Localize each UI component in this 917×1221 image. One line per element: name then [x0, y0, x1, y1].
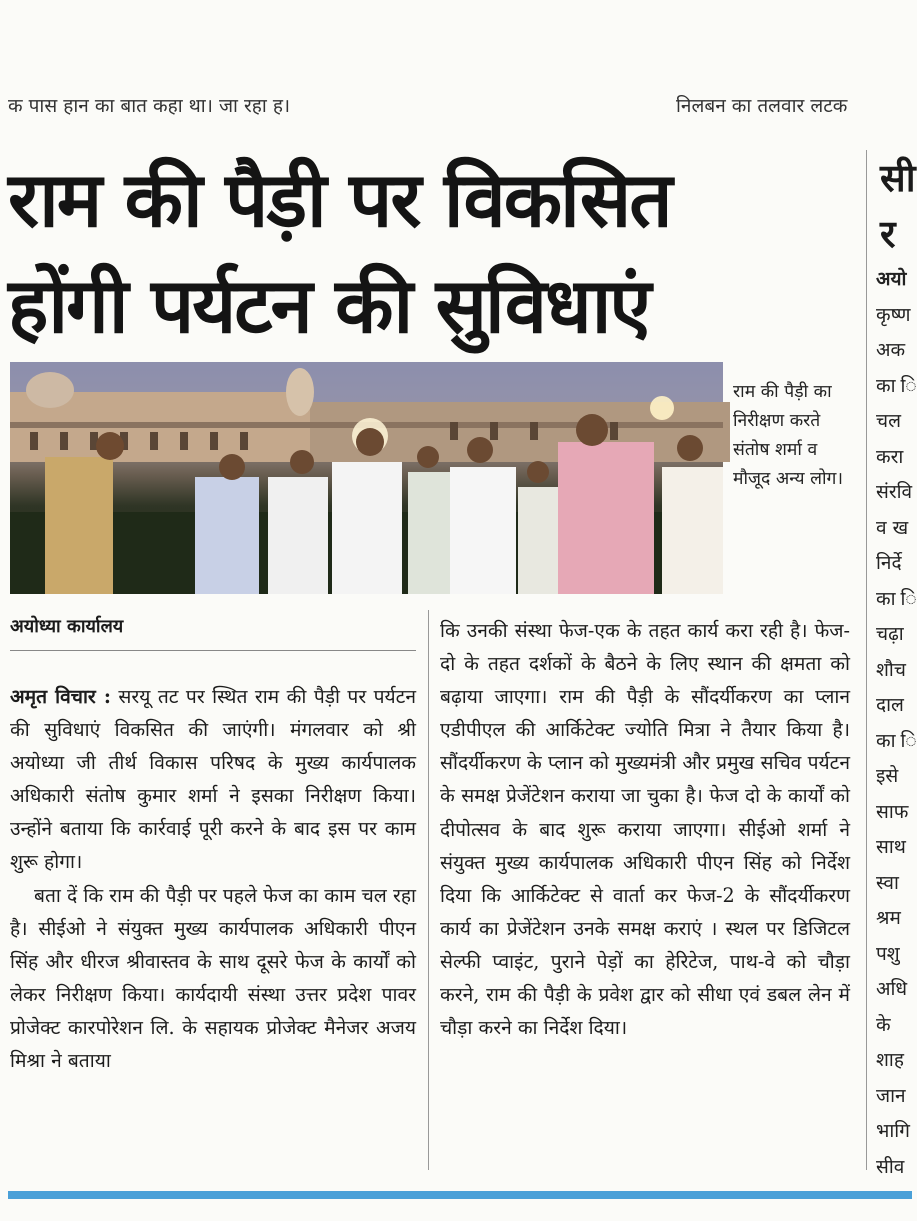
side-line: निर्दे [876, 552, 902, 574]
headline-line-1: राम की पैड़ी पर विकसित [8, 155, 671, 244]
top-strip-right: निलबन का तलवार लटक [676, 95, 848, 117]
article-column-1 [10, 680, 416, 1077]
side-line: चढ़ा [876, 623, 904, 645]
side-line: करा [876, 445, 904, 468]
side-line: के [876, 1013, 891, 1036]
paragraph-3: कि उनकी संस्था फेज-एक के तहत कार्य करा रही है। फेज-दो के तहत दर्शकों के बैठने के लिए स्थान की क्षमता को बढ़ाया जाएगा। राम की पैड़ी के सौंदर्यीकरण का प्लान एडीपीएल की आर्किटेक्ट ज्योति मित्रा ने तैयार किया है। सौंदर्यीकरण के प्लान को मुख्यमंत्री और प्रमुख सचिव पर्यटन के समक्ष प्रेजेंटेशन कराया जा चुका है। फेज दो के कार्यों को दीपोत्सव के बाद शुरू कराया जाएगा। सीईओ शर्मा ने संयुक्त मुख्य कार्यपालक अधिकारी पीएन सिंह को निर्देश दिया कि आर्किटेक्ट से वार्ता कर फेज-2 के सौंदर्यीकरण कार्य का प्रेजेंटेशन उनके समक्ष कराएं । स्थल पर डिजिटल सेल्फी प्वाइंट, पुराने पेड़ों का हेरिटेज, पाथ-वे को चौड़ा करने, राम की पैड़ी के प्रवेश द्वार को सीधा एवं डबल लेन में चौड़ा करने का निर्देश दिया। [440, 619, 850, 1040]
side-headline-line-1: सी [880, 156, 916, 200]
side-line: अधि [876, 978, 908, 1000]
side-column-divider [866, 150, 867, 1170]
side-line: जान [876, 1084, 906, 1107]
side-line: व ख [876, 516, 909, 539]
side-line: अयो [876, 268, 907, 290]
side-line: स्वा [876, 871, 899, 894]
top-strip-left: क पास हान का बात कहा था। जा रहा ह। [8, 95, 291, 117]
column-divider [428, 610, 429, 1170]
side-line: इसे [876, 765, 899, 787]
news-photo [10, 362, 723, 594]
photo-caption: राम की पैड़ी का निरीक्षण करते संतोष शर्मा व मौजूद अन्य लोग। [733, 382, 843, 489]
side-line: भागि [876, 1120, 910, 1142]
side-line: संरवि [876, 481, 913, 503]
side-line: का ि [876, 374, 917, 397]
side-line: चल [876, 410, 901, 432]
bottom-accent-bar [8, 1191, 912, 1199]
news-photo-illustration [10, 362, 723, 594]
headline-line-2: होंगी पर्यटन की सुविधाएं [8, 261, 650, 350]
side-line: सीव [876, 1155, 905, 1178]
dateline-rule [10, 650, 416, 651]
side-line: शाह [876, 1049, 904, 1071]
side-headline-line-2: र [880, 212, 896, 256]
side-line: कृष्ण [876, 303, 911, 326]
side-line: दाल [876, 694, 904, 716]
side-line: साथ [876, 836, 906, 858]
dateline: अयोध्या कार्यालय [10, 616, 124, 637]
article-column-2 [440, 614, 850, 1044]
paragraph-2: बता दें कि राम की पैड़ी पर पहले फेज का काम चल रहा है। सीईओ ने संयुक्त मुख्य कार्यपालक अधिकारी पीएन सिंह और धीरज श्रीवास्तव के साथ दूसरे फेज के कार्यों को लेकर निरीक्षण किया। कार्यदायी संस्था उत्तर प्रदेश पावर प्रोजेक्ट कारपोरेशन लि. के सहायक प्रोजेक्ट मैनेजर अजय मिश्रा ने बताया [10, 883, 416, 1073]
side-line: शौच [876, 658, 906, 681]
paragraph-1-text: सरयू तट पर स्थित राम की पैड़ी पर पर्यटन की सुविधाएं विकसित की जाएंगी। मंगलवार को श्री अयोध्या जी तीर्थ विकास परिषद के मुख्य कार्यपालक अधिकारी संतोष कुमार शर्मा ने इसका निरीक्षण किया। उन्होंने बताया कि कार्रवाई पूरी करने के बाद इस पर काम शुरू होगा। [10, 685, 416, 874]
side-column [876, 262, 917, 1185]
side-line: का ि [876, 587, 917, 610]
paragraph-1 [10, 680, 416, 879]
side-line: श्रम [876, 907, 901, 929]
side-line: पशु [876, 942, 900, 965]
side-line: का ि [876, 729, 917, 752]
side-line: साफ [876, 800, 909, 823]
side-line: अक [876, 339, 906, 361]
byline: अमृत विचार : [10, 685, 111, 708]
side-headline [880, 150, 916, 262]
